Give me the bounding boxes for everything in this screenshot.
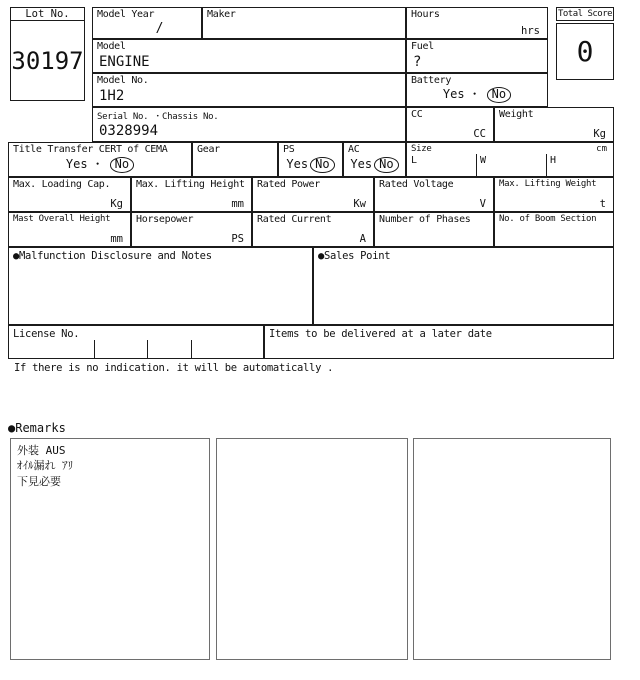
weight-unit: Kg [593,128,606,140]
title-transfer-cell [8,142,192,177]
total-score-header-cell [556,7,614,21]
hours-unit: hrs [521,25,540,37]
ps-no-circled: No [310,157,334,173]
number-of-phases-cell [374,212,494,247]
remarks-line: ｵｲﾙ漏れ ｱﾘ [17,459,74,473]
gear-label: Gear [197,144,220,155]
lot-no-header-cell [10,7,85,21]
horsepower-unit: PS [231,233,244,245]
model-no-label: Model No. [97,75,149,86]
ac-yes: Yes [350,157,373,172]
lot-no-label: Lot No. [25,8,70,20]
size-l-label: L [411,155,418,166]
size-w-label: W [480,155,487,166]
battery-cell [406,73,548,107]
ac-cell [343,142,406,177]
max-loading-cap-label: Max. Loading Cap. [13,179,111,190]
rated-power-cell [252,177,374,212]
rated-voltage-unit: V [479,198,486,210]
title-transfer-separator: ・ [91,157,104,172]
rated-current-cell [252,212,374,247]
total-score-label: Total Score [557,9,613,19]
remarks-label: ●Remarks [8,421,66,435]
model-no-value: 1H2 [99,88,125,104]
serial-no-label: Serial No. ・Chassis No. [97,112,219,122]
battery-separator: ・ [468,87,481,102]
mast-overall-height-label: Mast Overall Height [13,214,111,224]
cc-unit: CC [473,128,486,140]
remarks-line: 下見必要 [17,474,61,488]
size-lw-divider [476,154,477,177]
cc-label: CC [411,109,423,120]
remarks-box-3 [413,438,611,660]
title-transfer-choice [9,155,191,173]
size-cell [406,142,614,177]
ac-choice [344,157,405,173]
size-unit: cm [596,144,607,154]
later-items-label: Items to be delivered at a later date [269,328,492,340]
model-label: Model [97,41,126,52]
remarks-box-1-content [17,443,73,489]
horsepower-cell [131,212,252,247]
license-divider-2 [147,340,148,359]
sales-point-cell [313,247,614,325]
license-no-label: License No. [13,328,80,340]
malfunction-notes-label: ●Malfunction Disclosure and Notes [13,250,212,262]
total-score-value: 0 [576,35,594,68]
weight-cell [494,107,614,142]
rated-voltage-label: Rated Voltage [379,179,454,190]
ps-yes: Yes [286,157,309,172]
max-lifting-height-cell [131,177,252,212]
max-lifting-weight-cell [494,177,614,212]
hours-cell [406,7,548,39]
battery-yes: Yes [442,87,465,102]
ps-label: PS [283,144,295,155]
mast-overall-height-cell [8,212,131,247]
max-loading-cap-cell [8,177,131,212]
model-value: ENGINE [99,54,150,70]
battery-choice [407,85,547,103]
rated-power-unit: Kw [353,198,366,210]
remarks-line: 外装 AUS [17,444,66,457]
battery-no-circled: No [487,87,511,103]
max-lifting-height-label: Max. Lifting Height [136,179,245,190]
size-label: Size [411,144,432,154]
fuel-cell [406,39,548,73]
boom-section-label: No. of Boom Section [499,214,597,224]
max-loading-cap-unit: Kg [110,198,123,210]
remarks-box-2 [216,438,408,660]
boom-section-cell [494,212,614,247]
hours-label: Hours [411,9,440,20]
lot-no-value: 30197 [11,46,84,75]
weight-label: Weight [499,109,534,120]
sales-point-label: ●Sales Point [318,250,391,262]
number-of-phases-label: Number of Phases [379,214,471,225]
ac-label: AC [348,144,360,155]
malfunction-notes-cell [8,247,313,325]
later-items-cell [264,325,614,359]
max-lifting-weight-label: Max. Lifting Weight [499,179,597,189]
model-year-cell [92,7,202,39]
rated-voltage-cell [374,177,494,212]
ac-no-circled: No [374,157,398,173]
ps-choice [279,157,342,173]
mast-overall-height-unit: mm [110,233,123,245]
lot-no-value-cell [10,20,85,101]
maker-cell [202,7,406,39]
size-wh-divider [546,154,547,177]
model-year-label: Model Year [97,9,155,20]
license-no-cell [8,325,264,359]
model-cell [92,39,406,73]
horsepower-label: Horsepower [136,214,194,225]
rated-power-label: Rated Power [257,179,320,190]
license-divider-1 [94,340,95,359]
fuel-label: Fuel [411,41,434,52]
total-score-value-cell [556,23,614,80]
footnote-text: If there is no indication. it will be automatically . [14,362,334,374]
max-lifting-weight-unit: t [599,198,606,210]
serial-no-cell [92,107,406,142]
serial-no-value: 0328994 [99,123,159,139]
remarks-box-1 [10,438,210,660]
size-h-label: H [550,155,557,166]
rated-current-label: Rated Current [257,214,332,225]
license-divider-3 [191,340,192,359]
gear-cell [192,142,278,177]
model-year-value: / [155,21,164,36]
ps-cell [278,142,343,177]
rated-current-unit: A [359,233,366,245]
title-transfer-label: Title Transfer CERT of CEMA [13,144,168,155]
max-lifting-height-unit: mm [231,198,244,210]
cc-cell [406,107,494,142]
maker-label: Maker [207,9,236,20]
model-no-cell [92,73,406,107]
battery-label: Battery [411,75,452,86]
fuel-value: ? [413,54,422,70]
title-transfer-yes: Yes [65,157,88,172]
title-transfer-no-circled: No [110,157,134,173]
